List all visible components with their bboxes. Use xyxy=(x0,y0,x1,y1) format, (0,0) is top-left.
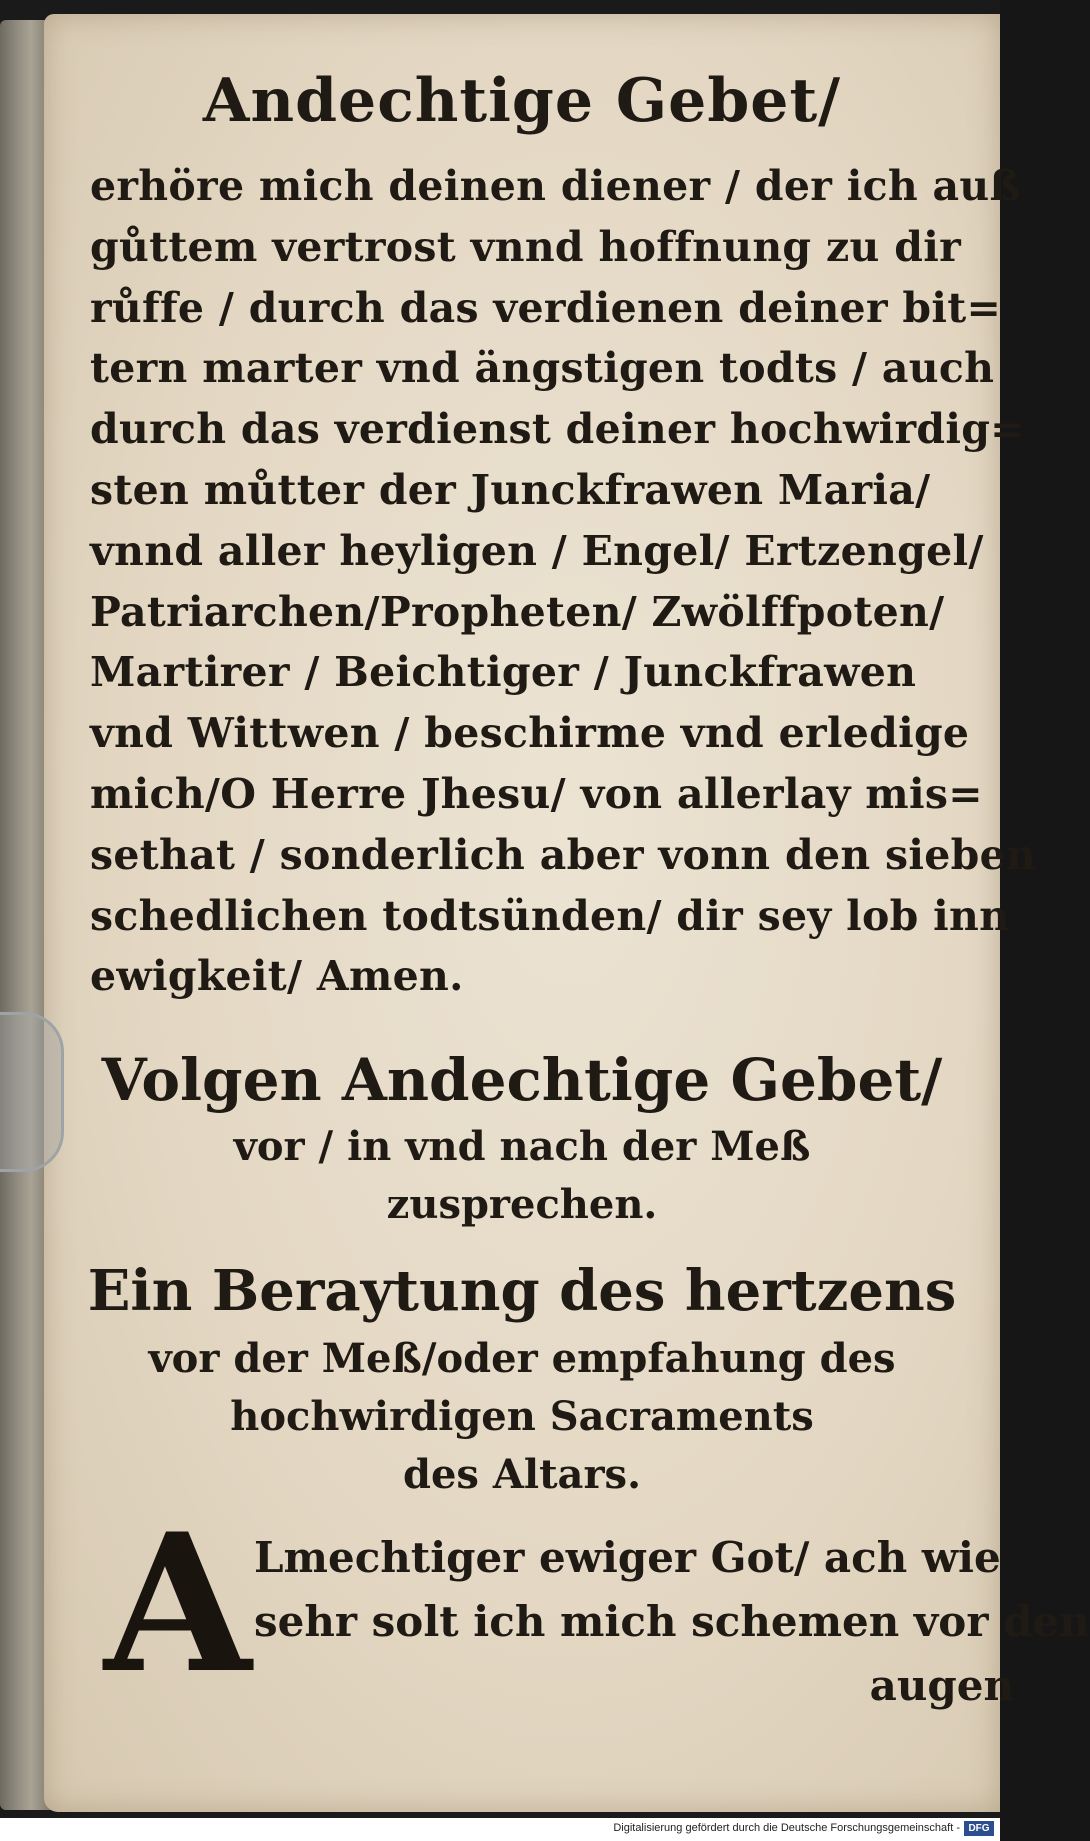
text-line: ewigkeit/ Amen. xyxy=(90,952,464,1001)
text-line: schedlichen todtsünden/ dir sey lob inn xyxy=(90,891,1010,940)
text-line: Lmechtiger ewiger Got/ ach wie xyxy=(254,1533,1001,1582)
prayer-heading-title: Ein Beraytung des hertzens xyxy=(87,1258,957,1324)
text-line: sten můtter der Junckfrawen Maria/ xyxy=(90,465,931,514)
subtitle-line: hochwirdigen Sacraments xyxy=(230,1393,814,1440)
subtitle-line: vor / in vnd nach der Meß xyxy=(233,1123,811,1170)
text-line: vnnd aller heyligen / Engel/ Ertzengel/ xyxy=(90,526,984,575)
funding-credit: Digitalisierung gefördert durch die Deutsche Forschungsgemeinschaft - xyxy=(613,1822,960,1834)
text-line: erhöre mich deinen diener / der ich auß xyxy=(90,162,1021,210)
text-line: tern marter vnd ängstigen todts / auch xyxy=(90,344,995,393)
catchword: augen xyxy=(869,1661,1014,1710)
subtitle-line: vor der Meß/oder empfahung des xyxy=(148,1335,896,1382)
decorated-initial: A xyxy=(104,1492,252,1715)
text-line: Patriarchen/Propheten/ Zwölffpoten/ xyxy=(90,587,945,636)
text-line: mich/O Herre Jhesu/ von allerlay mis= xyxy=(90,769,983,818)
body-text xyxy=(90,156,1037,1007)
text-line: Martirer / Beichtiger / Junckfrawen xyxy=(90,648,917,697)
book-page xyxy=(44,14,1090,1812)
running-head: Andechtige Gebet/ xyxy=(202,66,842,136)
text-line: durch das verdienst deiner hochwirdig= xyxy=(90,405,1025,454)
prayer-heading-subtitle xyxy=(44,1330,1000,1504)
page-clasp xyxy=(0,1012,64,1172)
section-heading-subtitle xyxy=(44,1118,1000,1234)
text-line: sethat / sonderlich aber vonn den sieben xyxy=(90,830,1037,879)
section-heading-title: Volgen Andechtige Gebet/ xyxy=(101,1046,943,1114)
prayer-heading xyxy=(44,1256,1000,1326)
dfg-logo: DFG xyxy=(964,1821,994,1836)
text-line: vnd Wittwen / beschirme vnd erledige xyxy=(90,709,970,758)
text-line: růffe / durch das verdienen deiner bit= xyxy=(90,283,1002,332)
prayer-text xyxy=(254,1526,1090,1718)
subtitle-line: zusprechen. xyxy=(386,1181,658,1228)
text-line: sehr solt ich mich schemen vor den xyxy=(254,1597,1090,1646)
page-content xyxy=(44,14,1090,1812)
subtitle-line: des Altars. xyxy=(402,1451,641,1498)
text-line: gůttem vertrost vnnd hoffnung zu dir xyxy=(90,222,961,271)
section-heading xyxy=(44,1044,1000,1116)
